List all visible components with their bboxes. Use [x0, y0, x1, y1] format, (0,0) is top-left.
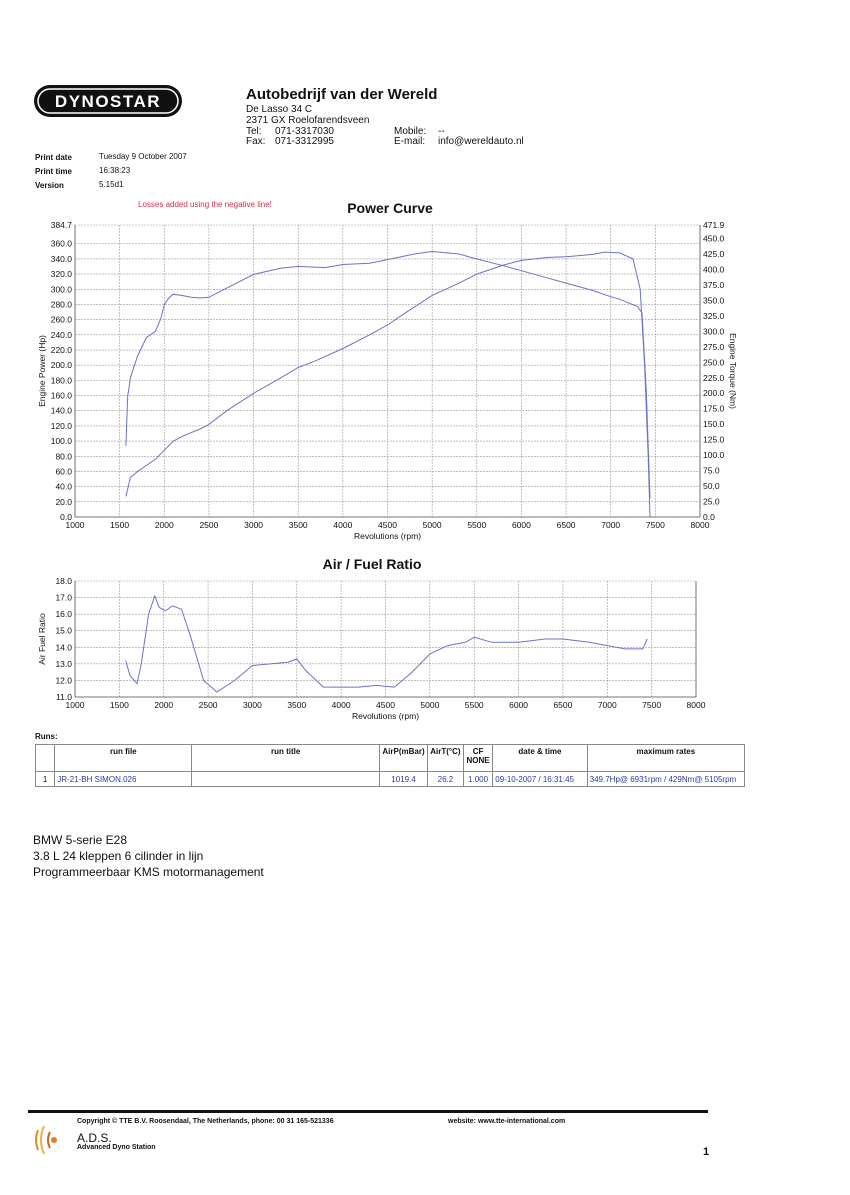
- y2-tick-label: 375.0: [703, 279, 725, 290]
- y-tick-label: 15.0: [55, 625, 72, 636]
- x-tick-label: 2500: [198, 700, 218, 710]
- row-run-file: JR-21-BH SIMON.026: [55, 772, 192, 787]
- y-tick-label: 240.0: [50, 329, 72, 340]
- y2-tick-label: 350.0: [703, 295, 725, 306]
- x-axis-label: Revolutions (rpm): [353, 531, 422, 541]
- chart-title: Power Curve: [347, 200, 433, 216]
- cf-header-bottom: NONE: [466, 756, 490, 765]
- y2-tick-label: 0.0: [703, 512, 715, 522]
- x-tick-label: 8000: [690, 520, 710, 530]
- x-tick-label: 2000: [154, 700, 174, 710]
- company-name: Autobedrijf van der Wereld: [246, 86, 438, 103]
- version-value: 5.15d1: [99, 180, 124, 189]
- y2-axis-label: Engine Torque (Nm): [728, 333, 738, 409]
- x-tick-label: 1000: [65, 520, 85, 530]
- x-tick-label: 1500: [110, 520, 130, 530]
- x-tick-label: 3500: [288, 520, 308, 530]
- x-tick-label: 6500: [553, 700, 573, 710]
- x-tick-label: 7500: [642, 700, 662, 710]
- y2-tick-label: 100.0: [703, 450, 725, 461]
- y-tick-label: 220.0: [50, 345, 72, 356]
- y-tick-label: 300.0: [50, 284, 72, 295]
- y2-tick-label: 471.9: [703, 220, 725, 230]
- y-tick-label: 80.0: [55, 451, 72, 462]
- y2-tick-label: 200.0: [703, 388, 725, 399]
- y2-tick-label: 250.0: [703, 357, 725, 368]
- ads-flame-icon: [30, 1120, 70, 1160]
- power-curve-chart: [0, 195, 850, 545]
- series-line-0: [126, 596, 648, 692]
- y-tick-label: 320.0: [50, 269, 72, 280]
- runs-label: Runs:: [35, 732, 58, 741]
- tel-value: 071-3317030: [275, 126, 334, 137]
- x-tick-label: 5500: [467, 520, 487, 530]
- x-tick-label: 5000: [420, 700, 440, 710]
- chart-title: Air / Fuel Ratio: [322, 556, 422, 572]
- y2-tick-label: 150.0: [703, 419, 725, 430]
- index-header: [36, 745, 55, 772]
- y-axis-label: Engine Power (Hp): [37, 335, 47, 407]
- y-tick-label: 0.0: [60, 512, 72, 522]
- x-tick-label: 4000: [331, 700, 351, 710]
- airp-header: AirP(mBar): [380, 745, 428, 772]
- cf-header-top: CF: [472, 747, 484, 756]
- x-tick-label: 7000: [601, 520, 621, 530]
- fax-label: Fax:: [246, 136, 266, 147]
- y-tick-label: 280.0: [50, 299, 72, 310]
- row-run-title: [192, 772, 380, 787]
- y-tick-label: 12.0: [55, 675, 72, 686]
- run-title-header: run title: [192, 745, 380, 772]
- x-tick-label: 8000: [686, 700, 706, 710]
- y-tick-label: 40.0: [55, 481, 72, 492]
- x-tick-label: 7500: [645, 520, 665, 530]
- x-tick-label: 6500: [556, 520, 576, 530]
- cf-header: [463, 745, 492, 772]
- y2-tick-label: 50.0: [703, 481, 720, 492]
- y-axis-label: Air Fuel Ratio: [37, 613, 47, 665]
- runs-table: [35, 744, 745, 787]
- y-tick-label: 360.0: [50, 238, 72, 249]
- row-datetime: 09-10-2007 / 16:31:45: [493, 772, 587, 787]
- x-tick-label: 6000: [509, 700, 529, 710]
- series-line-0: [126, 252, 650, 517]
- y-tick-label: 16.0: [55, 609, 72, 620]
- y-tick-label: 60.0: [55, 466, 72, 477]
- address-line2: 2371 GX Roelofarendsveen: [246, 115, 370, 126]
- max-rates-header: maximum rates: [587, 745, 744, 772]
- print-date-value: Tuesday 9 October 2007: [99, 152, 187, 161]
- email-value: info@wereldauto.nl: [438, 136, 524, 147]
- version-label: Version: [35, 181, 64, 190]
- y2-tick-label: 25.0: [703, 496, 720, 507]
- ads-subtitle: Advanced Dyno Station: [77, 1144, 156, 1151]
- y2-tick-label: 400.0: [703, 264, 725, 275]
- y-tick-label: 260.0: [50, 314, 72, 325]
- x-tick-label: 1500: [109, 700, 129, 710]
- email-label: E-mail:: [394, 136, 426, 147]
- y-tick-label: 20.0: [55, 496, 72, 507]
- x-tick-label: 2500: [199, 520, 219, 530]
- datetime-header: date & time: [493, 745, 587, 772]
- footer-copyright: Copyright © TTE B.V. Roosendaal, The Netherlands, phone: 00 31 165-521336: [77, 1118, 334, 1125]
- losses-note: Losses added using the negative line!: [138, 200, 272, 209]
- series-line-1: [126, 252, 650, 499]
- row-airt: 26.2: [428, 772, 464, 787]
- run-file-header: run file: [55, 745, 192, 772]
- y-tick-label: 140.0: [50, 405, 72, 416]
- fax-value: 071-3312995: [275, 136, 334, 147]
- x-tick-label: 4500: [376, 700, 395, 710]
- x-tick-label: 3000: [242, 700, 262, 710]
- y2-tick-label: 125.0: [703, 434, 725, 445]
- y-tick-label: 384.7: [50, 220, 72, 230]
- print-date-label: Print date: [35, 153, 72, 162]
- y2-tick-label: 175.0: [703, 403, 725, 414]
- y2-tick-label: 450.0: [703, 233, 725, 244]
- x-tick-label: 3000: [244, 520, 264, 530]
- mobile-label: Mobile:: [394, 126, 427, 137]
- y2-tick-label: 275.0: [703, 341, 725, 352]
- vehicle-line3: Programmeerbaar KMS motormanagement: [33, 865, 264, 879]
- y2-tick-label: 325.0: [703, 310, 725, 321]
- table-row: [36, 772, 745, 787]
- y-tick-label: 14.0: [55, 642, 72, 653]
- x-tick-label: 5000: [422, 520, 442, 530]
- x-tick-label: 1000: [65, 700, 85, 710]
- page-number: 1: [703, 1146, 710, 1158]
- tel-label: Tel:: [246, 126, 262, 137]
- y-tick-label: 11.0: [56, 692, 72, 702]
- y-tick-label: 160.0: [50, 390, 72, 401]
- row-index: 1: [36, 772, 55, 787]
- x-axis-label: Revolutions (rpm): [351, 711, 420, 721]
- print-time-label: Print time: [35, 167, 72, 176]
- y2-tick-label: 75.0: [703, 465, 720, 476]
- y2-tick-label: 300.0: [703, 326, 725, 337]
- x-tick-label: 4500: [378, 520, 397, 530]
- x-tick-label: 4000: [333, 520, 353, 530]
- address-line1: De Lasso 34 C: [246, 104, 313, 115]
- y-tick-label: 17.0: [55, 592, 72, 603]
- y-tick-label: 200.0: [50, 360, 72, 371]
- y2-tick-label: 425.0: [703, 249, 725, 260]
- y-tick-label: 180.0: [50, 375, 72, 386]
- y-tick-label: 13.0: [55, 658, 72, 669]
- afr-chart: [0, 555, 850, 730]
- footer-rule: [28, 1110, 708, 1113]
- y-tick-label: 100.0: [50, 436, 72, 447]
- row-airp: 1019.4: [380, 772, 428, 787]
- logo-text: DYNOSTAR: [54, 92, 162, 111]
- vehicle-line1: BMW 5-serie E28: [33, 833, 128, 847]
- x-tick-label: 3500: [287, 700, 307, 710]
- print-time-value: 16:38:23: [99, 166, 131, 175]
- footer-website: website: www.tte-international.com: [448, 1118, 566, 1125]
- airt-header: AirT(°C): [428, 745, 464, 772]
- x-tick-label: 5500: [464, 700, 484, 710]
- row-cf: 1.000: [463, 772, 492, 787]
- x-tick-label: 2000: [154, 520, 174, 530]
- y-tick-label: 340.0: [50, 253, 72, 264]
- y-tick-label: 120.0: [50, 420, 72, 431]
- row-max-rates: 349.7Hp@ 6931rpm / 429Nm@ 5105rpm: [587, 772, 744, 787]
- mobile-value: --: [438, 126, 445, 137]
- dynostar-logo: [33, 84, 183, 118]
- y2-tick-label: 225.0: [703, 372, 725, 383]
- x-tick-label: 6000: [511, 520, 531, 530]
- x-tick-label: 7000: [597, 700, 617, 710]
- vehicle-line2: 3.8 L 24 kleppen 6 cilinder in lijn: [33, 849, 204, 863]
- y-tick-label: 18.0: [55, 576, 72, 586]
- ads-title: A.D.S.: [77, 1131, 112, 1145]
